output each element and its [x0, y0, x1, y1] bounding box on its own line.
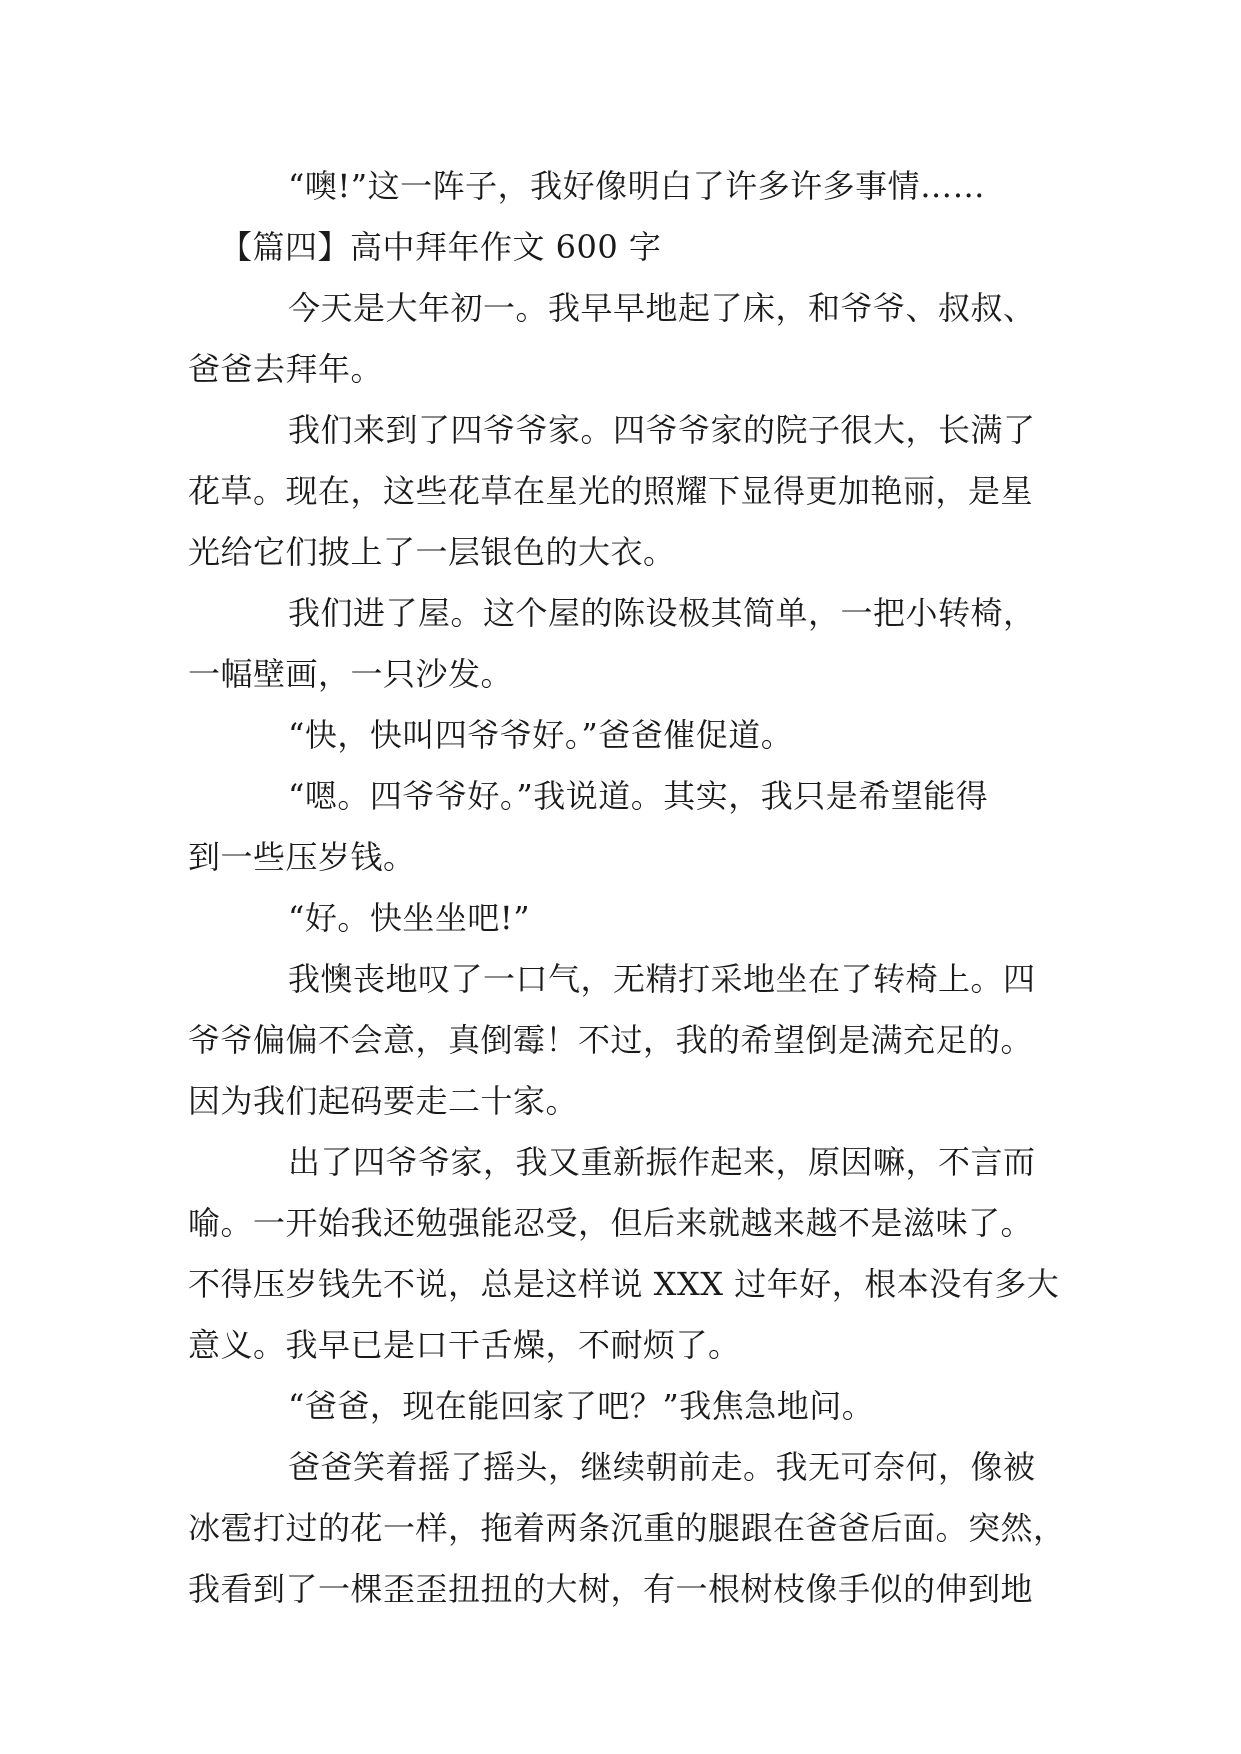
text-line: 一幅壁画，一只沙发。 — [188, 655, 514, 693]
text-line: 出了四爷爷家，我又重新振作起来，原因嘛，不言而 — [288, 1143, 1036, 1181]
text-line: 冰雹打过的花一样，拖着两条沉重的腿跟在爸爸后面。突然， — [188, 1509, 1066, 1547]
text-line: 爸爸去拜年。 — [188, 350, 384, 388]
text-line: 今天是大年初一。我早早地起了床，和爷爷、叔叔、 — [288, 289, 1036, 327]
text-line: “嗯。四爷爷好。”我说道。其实，我只是希望能得 — [288, 777, 989, 815]
text-line: “快，快叫四爷爷好。”爸爸催促道。 — [288, 716, 794, 754]
text-line: 我懊丧地叹了一口气，无精打采地坐在了转椅上。四 — [288, 960, 1036, 998]
section-heading: 【篇四】高中拜年作文 600 字 — [220, 228, 662, 266]
text-line: 我们进了屋。这个屋的陈设极其简单，一把小转椅， — [288, 594, 1036, 632]
text-line: 不得压岁钱先不说，总是这样说 XXX 过年好，根本没有多大 — [188, 1265, 1060, 1303]
text-line: 花草。现在，这些花草在星光的照耀下显得更加艳丽，是星 — [188, 472, 1034, 510]
text-line: 意义。我早已是口干舌燥，不耐烦了。 — [188, 1326, 741, 1364]
text-line: 我们来到了四爷爷家。四爷爷家的院子很大，长满了 — [288, 411, 1036, 449]
essay-text — [188, 156, 1066, 1620]
text-line: 到一些压岁钱。 — [188, 838, 416, 876]
text-line: “好。快坐坐吧!” — [288, 899, 531, 937]
text-line: “爸爸，现在能回家了吧？”我焦急地问。 — [288, 1387, 875, 1425]
text-line: 光给它们披上了一层银色的大衣。 — [188, 533, 676, 571]
text-line: 我看到了一棵歪歪扭扭的大树，有一根树枝像手似的伸到地 — [188, 1570, 1034, 1608]
text-line: 爸爸笑着摇了摇头，继续朝前走。我无可奈何，像被 — [288, 1448, 1036, 1486]
text-line: 喻。一开始我还勉强能忍受，但后来就越来越不是滋味了。 — [188, 1204, 1034, 1242]
text-line: “噢!”这一阵子，我好像明白了许多许多事情…… — [288, 167, 986, 205]
text-line: 爷爷偏偏不会意，真倒霉！不过，我的希望倒是满充足的。 — [188, 1021, 1034, 1059]
text-line: 因为我们起码要走二十家。 — [188, 1082, 579, 1120]
